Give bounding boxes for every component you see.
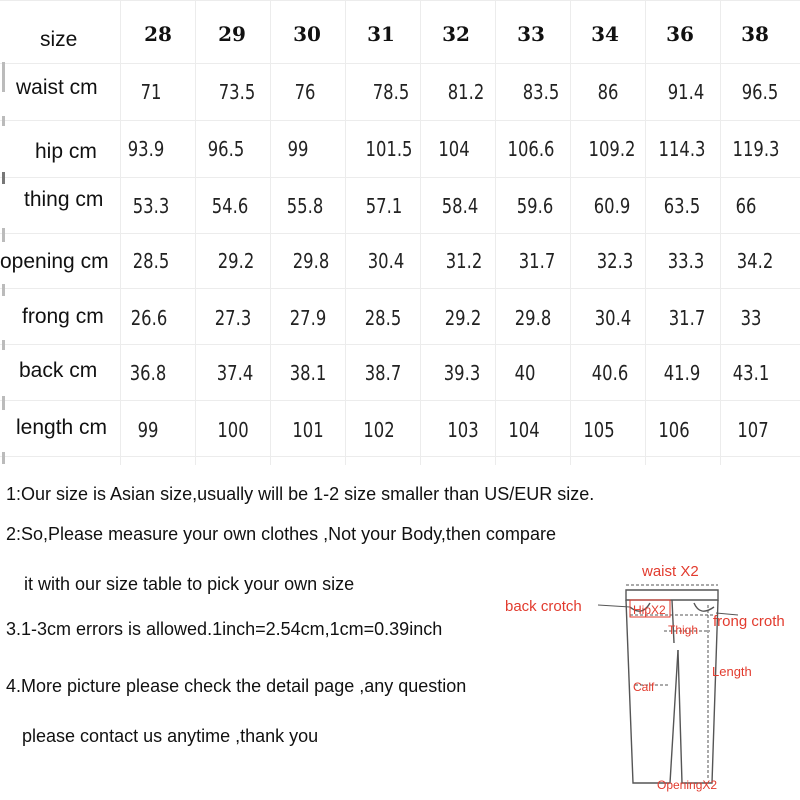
- back-crotch-label: back crotch: [505, 598, 582, 615]
- trouser-diagram: [500, 555, 800, 800]
- table-cell: 40: [514, 361, 536, 385]
- table-cell: 34.2: [736, 249, 774, 273]
- note-4-continued: please contact us anytime ,thank you: [22, 726, 319, 746]
- table-cell: 59.6: [516, 194, 554, 218]
- calf-label: Calf: [633, 680, 655, 694]
- row-label-front: frong cm: [22, 305, 104, 328]
- table-cell: 101: [292, 418, 324, 442]
- table-cell: 29.8: [292, 249, 330, 273]
- table-cell: 114.3: [658, 137, 706, 161]
- table-cell: 119.3: [732, 137, 780, 161]
- size-header-cell: 28: [144, 22, 172, 46]
- table-cell: 41.9: [663, 361, 701, 385]
- table-cell: 30.4: [594, 306, 632, 330]
- table-cell: 83.5: [522, 80, 560, 104]
- table-cell: 31.2: [445, 249, 483, 273]
- table-cell: 28.5: [132, 249, 170, 273]
- size-header-cell: 36: [666, 22, 694, 46]
- table-cell: 29.8: [514, 306, 552, 330]
- grid-line: [120, 0, 121, 465]
- table-cell: 29.2: [444, 306, 482, 330]
- size-header-cell: 29: [218, 22, 246, 46]
- note-4: 4.More picture please check the detail page ,any question: [6, 676, 467, 696]
- size-header-cell: 31: [367, 22, 395, 46]
- table-cell: 96.5: [741, 80, 779, 104]
- table-cell: 33: [740, 306, 762, 330]
- table-cell: 66: [735, 194, 757, 218]
- row-label-opening: opening cm: [0, 250, 109, 273]
- table-cell: 101.5: [365, 137, 413, 161]
- size-header-cell: 32: [442, 22, 470, 46]
- note-1: 1:Our size is Asian size,usually will be 1-2 size smaller than US/EUR size.: [6, 484, 595, 504]
- row-label-back: back cm: [19, 359, 98, 382]
- grid-line: [195, 0, 196, 465]
- grid-line: [645, 0, 646, 465]
- edge-mark: [2, 62, 5, 92]
- table-cell: 107: [737, 418, 769, 442]
- table-cell: 27.9: [289, 306, 327, 330]
- note-2: 2:So,Please measure your own clothes ,Not your Body,then compare: [6, 524, 556, 544]
- table-cell: 106.6: [507, 137, 555, 161]
- row-label-thigh: thing cm: [24, 188, 104, 211]
- table-cell: 99: [287, 137, 309, 161]
- edge-mark: [2, 452, 5, 464]
- size-header-label: size: [40, 28, 78, 51]
- table-cell: 55.8: [286, 194, 324, 218]
- edge-mark: [2, 284, 5, 296]
- table-cell: 104: [438, 137, 470, 161]
- table-cell: 78.5: [372, 80, 410, 104]
- table-cell: 29.2: [217, 249, 255, 273]
- grid-line: [420, 0, 421, 465]
- table-cell: 33.3: [667, 249, 705, 273]
- table-cell: 99: [137, 418, 159, 442]
- size-header-cell: 38: [741, 22, 769, 46]
- row-label-hip: hip cm: [35, 140, 97, 163]
- table-cell: 71: [140, 80, 162, 104]
- edge-mark: [2, 340, 5, 350]
- edge-mark: [2, 396, 5, 410]
- table-cell: 40.6: [591, 361, 629, 385]
- length-label: Length: [712, 664, 752, 679]
- table-cell: 43.1: [732, 361, 770, 385]
- table-cell: 73.5: [218, 80, 256, 104]
- size-header-cell: 33: [517, 22, 545, 46]
- edge-mark: [2, 116, 5, 126]
- table-cell: 38.1: [289, 361, 327, 385]
- note-2-continued: it with our size table to pick your own size: [24, 574, 355, 594]
- size-header-cell: 34: [591, 22, 619, 46]
- edge-mark: [2, 228, 5, 242]
- table-cell: 36.8: [129, 361, 167, 385]
- waist-label: waist X2: [642, 563, 699, 580]
- note-3: 3.1-3cm errors is allowed.1inch=2.54cm,1cm=0.39inch: [6, 619, 443, 639]
- table-cell: 39.3: [443, 361, 481, 385]
- table-cell: 57.1: [365, 194, 403, 218]
- table-cell: 31.7: [668, 306, 706, 330]
- grid-line: [720, 0, 721, 465]
- table-cell: 60.9: [593, 194, 631, 218]
- table-cell: 103: [447, 418, 479, 442]
- grid-line: [270, 0, 271, 465]
- size-header-cell: 30: [293, 22, 321, 46]
- table-cell: 28.5: [364, 306, 402, 330]
- grid-line: [495, 0, 496, 465]
- table-cell: 27.3: [214, 306, 252, 330]
- front-crotch-label: frong croth: [713, 613, 785, 630]
- table-cell: 38.7: [364, 361, 402, 385]
- table-cell: 91.4: [667, 80, 705, 104]
- table-cell: 58.4: [441, 194, 479, 218]
- table-cell: 105: [583, 418, 615, 442]
- table-cell: 86: [597, 80, 619, 104]
- opening-label: OpeningX2: [657, 778, 718, 792]
- table-cell: 109.2: [588, 137, 636, 161]
- table-cell: 76: [294, 80, 316, 104]
- table-cell: 54.6: [211, 194, 249, 218]
- table-cell: 32.3: [596, 249, 634, 273]
- hip-label: HipX2: [633, 603, 666, 617]
- table-cell: 31.7: [518, 249, 556, 273]
- table-cell: 102: [363, 418, 395, 442]
- thigh-label: Thigh: [668, 623, 699, 637]
- grid-line: [570, 0, 571, 465]
- grid-line: [345, 0, 346, 465]
- table-cell: 81.2: [447, 80, 485, 104]
- edge-mark: [2, 172, 5, 184]
- table-cell: 93.9: [127, 137, 165, 161]
- table-cell: 26.6: [130, 306, 168, 330]
- row-label-length: length cm: [16, 416, 108, 439]
- table-cell: 63.5: [663, 194, 701, 218]
- table-cell: 96.5: [207, 137, 245, 161]
- row-label-waist: waist cm: [16, 76, 98, 99]
- table-cell: 104: [508, 418, 540, 442]
- table-cell: 53.3: [132, 194, 170, 218]
- table-cell: 37.4: [216, 361, 254, 385]
- table-cell: 106: [658, 418, 690, 442]
- table-cell: 30.4: [367, 249, 405, 273]
- table-cell: 100: [217, 418, 249, 442]
